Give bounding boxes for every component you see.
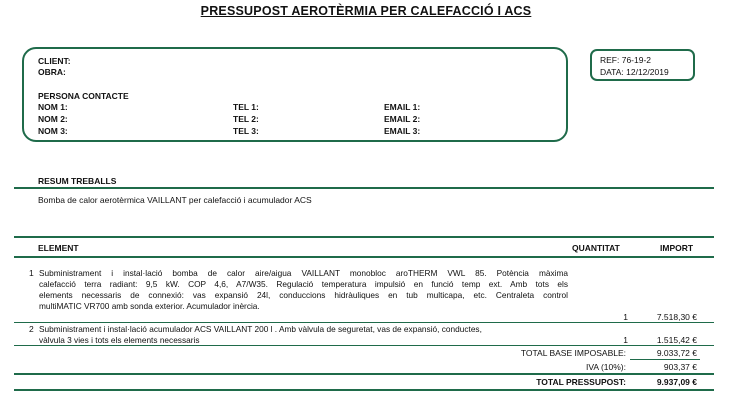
document-date: DATA: 12/12/2019 — [600, 67, 669, 77]
nom-3-label: NOM 3: — [38, 126, 68, 136]
amount-column-header: IMPORT — [660, 243, 694, 253]
tel-3-label: TEL 3: — [233, 126, 259, 136]
base-total-value: 9.033,72 € — [656, 348, 697, 358]
reference-number: REF: 76-19-2 — [600, 55, 652, 65]
summary-divider — [14, 187, 714, 189]
reference-box — [590, 49, 695, 81]
item-2-number: 2 — [29, 324, 34, 334]
nom-2-label: NOM 2: — [38, 114, 68, 124]
base-total-underline — [630, 359, 700, 360]
item-1-amount: 7.518,30 € — [656, 312, 697, 322]
item-2-description — [39, 324, 568, 346]
totals-divider — [14, 373, 714, 375]
table-header-divider — [14, 256, 714, 258]
summary-heading: RESUM TREBALLS — [38, 176, 117, 186]
base-total-label: TOTAL BASE IMPOSABLE: — [520, 348, 626, 358]
email-2-label: EMAIL 2: — [384, 114, 421, 124]
item-2-line: Subministrament i instal·lació acumulador ACS VAILLANT 200 l . Amb vàlvula de seguretat, vas de expansió, conductes, — [39, 324, 482, 334]
client-label: CLIENT: — [38, 56, 71, 66]
grand-total-label: TOTAL PRESSUPOST: — [536, 377, 626, 387]
email-1-label: EMAIL 1: — [384, 102, 421, 112]
tel-1-label: TEL 1: — [233, 102, 259, 112]
items-bottom-divider — [14, 345, 714, 346]
element-column-header: ELEMENT — [38, 243, 79, 253]
document-title: PRESSUPOST AEROTÈRMIA PER CALEFACCIÓ I ACS — [200, 4, 532, 18]
item-divider — [14, 322, 714, 323]
iva-label: IVA (10%): — [586, 362, 626, 372]
item-1-quantity: 1 — [623, 312, 628, 322]
iva-value: 903,37 € — [663, 362, 697, 372]
item-1-line: calefacció terra radiant: 9,5 kW. COP 4,6, A7/W35. Regulació temperatura impulsió en funció temp ext. Amb tots els — [39, 279, 568, 290]
item-1-line: elements necessaris de connexió: vas expansió 24l, conduccions hidràuliques en tub multicapa, etc. Centraleta control — [39, 290, 568, 301]
item-1-line: multiMATIC VR700 amb sonda exterior. Acumulador inèrcia. — [39, 301, 260, 312]
contact-heading: PERSONA CONTACTE — [38, 91, 129, 101]
item-1-description — [39, 268, 568, 312]
tel-2-label: TEL 2: — [233, 114, 259, 124]
document-bottom-divider — [14, 389, 714, 391]
obra-label: OBRA: — [38, 67, 66, 77]
item-1-number: 1 — [29, 268, 34, 278]
item-2-amount: 1.515,42 € — [656, 335, 697, 345]
table-top-divider — [14, 236, 714, 238]
item-2-line: vàlvula 3 vies i tots els elements necessaris — [39, 335, 200, 346]
item-2-quantity: 1 — [623, 335, 628, 345]
email-3-label: EMAIL 3: — [384, 126, 421, 136]
summary-text: Bomba de calor aerotèrmica VAILLANT per calefacció i acumulador ACS — [38, 195, 312, 205]
nom-1-label: NOM 1: — [38, 102, 68, 112]
item-1-line: Subministrament i instal·lació bomba de calor aire/aigua VAILLANT monobloc aroTHERM VWL 85. Potència màxima — [39, 268, 568, 278]
quantity-column-header: QUANTITAT — [572, 243, 620, 253]
grand-total-value: 9.937,09 € — [656, 377, 697, 387]
